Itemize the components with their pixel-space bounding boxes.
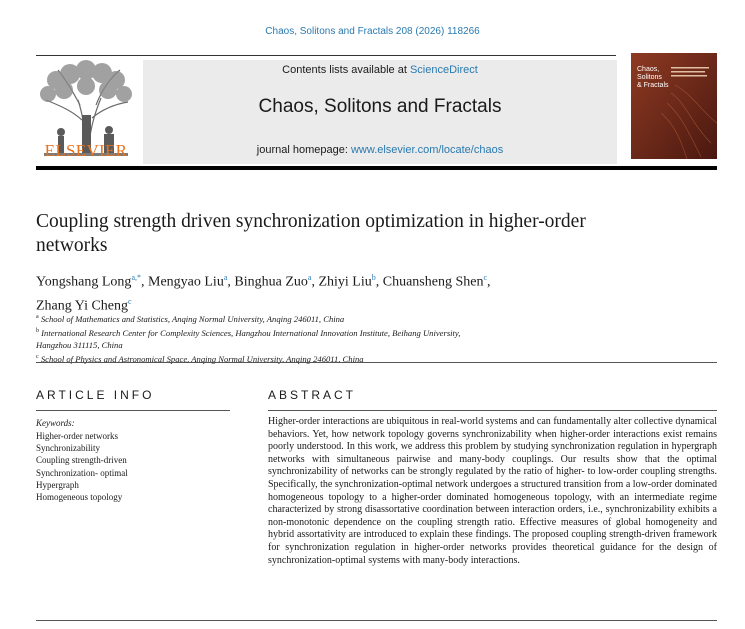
keyword-item: Higher-order networks bbox=[36, 431, 119, 441]
author-sep: , bbox=[227, 274, 235, 290]
author-name[interactable]: Yongshang Long bbox=[36, 274, 132, 290]
author-name[interactable]: Zhiyi Liu bbox=[318, 274, 372, 290]
journal-citation[interactable]: Chaos, Solitons and Fractals 208 (2026) 118266 bbox=[265, 26, 480, 37]
author-sep: , bbox=[311, 274, 319, 290]
cover-title-3: & Fractals bbox=[637, 82, 669, 89]
affiliation-b: $^b$ International Research Center for Complexity Sciences, Hangzhou International Innovation Institute, Beihang University, Hangzhou 311115, China bbox=[36, 327, 461, 350]
author-sep: , bbox=[487, 274, 491, 290]
keyword-item: Synchronizability bbox=[36, 443, 100, 454]
author-list bbox=[36, 268, 706, 315]
author-affil-sup[interactable]: c bbox=[128, 296, 132, 306]
abstract-rule bbox=[268, 410, 717, 411]
abstract-heading: ABSTRACT bbox=[268, 388, 357, 402]
elsevier-wordmark: ELSEVIER bbox=[44, 141, 128, 160]
journal-title: Chaos, Solitons and Fractals bbox=[258, 96, 502, 117]
author-affil-sup[interactable]: a bbox=[223, 273, 228, 282]
contents-line bbox=[143, 64, 617, 76]
keyword-item: Coupling strength-driven bbox=[36, 455, 127, 466]
author-name[interactable]: Mengyao Liu bbox=[148, 274, 224, 290]
keywords-label: Keywords: bbox=[36, 418, 75, 428]
article-info-heading: ARTICLE INFO bbox=[36, 388, 155, 402]
homepage-line bbox=[143, 144, 617, 156]
homepage-prefix: journal homepage: bbox=[256, 144, 351, 156]
section-divider bbox=[36, 362, 717, 363]
author-affil-sup[interactable]: b bbox=[371, 273, 376, 282]
keyword-item: Homogeneous topology bbox=[36, 492, 123, 503]
author-sep: , bbox=[141, 274, 148, 290]
affiliation-c: $^c$ School of Physics and Astronomical Space, Anqing Normal University, Anqing 246011, China bbox=[36, 353, 364, 364]
contents-prefix: Contents lists available at bbox=[282, 64, 410, 76]
sciencedirect-link[interactable]: ScienceDirect bbox=[409, 64, 478, 76]
keyword-item: Synchronization- optimal bbox=[36, 467, 128, 478]
author-affil-sup[interactable]: a bbox=[307, 273, 312, 282]
footer-divider bbox=[36, 620, 717, 621]
keywords-list bbox=[36, 430, 128, 503]
homepage-link[interactable]: www.elsevier.com/locate/chaos bbox=[350, 144, 504, 156]
affiliation-a: $^a$ School of Mathematics and Statistics, Anqing Normal University, Anqing 246011, China bbox=[36, 313, 345, 324]
header-divider bbox=[36, 55, 616, 56]
header-thick-rule bbox=[36, 166, 717, 170]
article-title: Coupling strength driven synchronization optimization in higher-order networks bbox=[36, 211, 586, 256]
author-name[interactable]: Chuansheng Shen bbox=[382, 274, 484, 290]
keyword-item: Hypergraph bbox=[36, 479, 79, 490]
author-sep: , bbox=[375, 274, 383, 290]
cover-title-2: Solitons bbox=[637, 74, 662, 81]
abstract-text: Higher-order interactions are ubiquitous in real-world systems and can fundamentally alter collective dynamical behaviors. Yet, how network topology governs synchronizability when higher-order interactions exist remains poorly understood. In this work, we address this problem by studying synchronization regulation in hypergraph networks with simultaneous pairwise and many-body couplings. Our results show that the optimal synchronizability of networks can be strongly regulated by the ratio of higher- to low-order coupling strengths. Specifically, the synchronization-optimal network undergoes a structured transition from a low-order dominated homogeneous topology to a higher-order dominated homogeneous topology, with an intermediate regime characterized by strong disassortative coordination between interaction orders, i.e., synchronizability exhibits a non-monotonic dependence on the coupling strength ratio. Effective measures of global homogeneity and hybrid assortativity are introduced to explain these findings. The proposed coupling strength-driven framework for synchronization regulation in higher-order networks provides theoretical guidance for the design of synchronization-optimal systems with many-body interactions. bbox=[268, 416, 717, 566]
journal-cover-image[interactable] bbox=[631, 53, 717, 159]
author-name[interactable]: Zhang Yi Cheng bbox=[36, 298, 129, 314]
article-info-rule bbox=[36, 410, 230, 411]
author-affil-sup[interactable]: c bbox=[483, 273, 488, 282]
cover-title-1: Chaos, bbox=[637, 66, 660, 73]
affiliations bbox=[36, 311, 716, 365]
author-affil-sup[interactable]: a,* bbox=[131, 273, 141, 282]
author-name[interactable]: Binghua Zuo bbox=[234, 274, 308, 290]
